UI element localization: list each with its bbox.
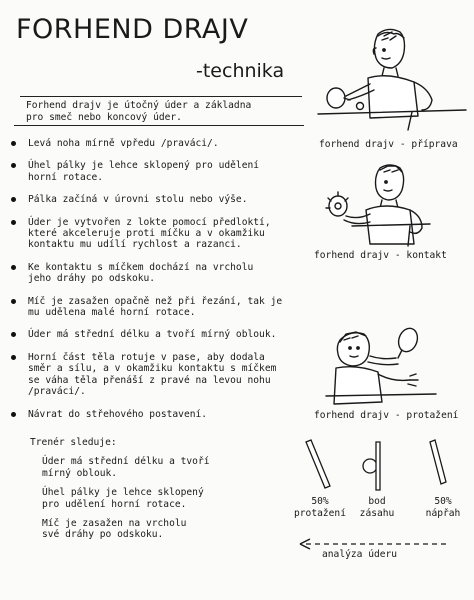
technique-item: Míč je zasažen opačně než při řezání, tak je mu udělena malé horní rotace. (8, 296, 316, 319)
page-subtitle: -technika (196, 60, 285, 82)
caption-follow-through: forhend drajv - protažení (314, 410, 459, 421)
label-backswing-pct: 50% nápřah (425, 496, 461, 519)
coach-item: Úhel pálky je lehce sklopený pro udělení horní rotace. (42, 487, 204, 510)
technique-item: Horní část těla rotuje v pase, aby dodala směr a sílu, a v okamžiku kontaktu s míčkem se váha těla přenáší z pravé na levou nohu /praváci/. (8, 352, 316, 398)
intro-line: Forhend drajv je útočný úder a základna (26, 100, 252, 111)
bullet-icon (11, 355, 16, 360)
label-contact-point: bod zásahu (359, 496, 395, 519)
technique-item: Ke kontaktu s míčkem dochází na vrcholu jeho dráhy po odskoku. (8, 262, 316, 285)
analysis-arrow-icon (300, 539, 450, 549)
intro-divider (14, 125, 304, 126)
coach-checklist (30, 437, 290, 549)
technique-item: Úder má střední délku a tvoří mírný oblouk. (8, 329, 316, 340)
player-follow-through-illustration (326, 326, 438, 406)
caption-preparation: forhend drajv - příprava (319, 139, 458, 150)
technique-item: Úder je vytvořen z lokte pomocí předloktí, které akceleruje proti míčku a v okamžiku kontaktu mu udílí rychlost a razanci. (8, 217, 316, 251)
intro-line: pro smeč nebo koncový úder. (26, 111, 182, 123)
coach-item: Míč je zasažen na vrcholu své dráhy po odskoku. (42, 518, 187, 541)
coach-item: Úder má střední délku a tvoří mírný oblouk. (42, 456, 210, 479)
player-preparation-illustration (318, 26, 468, 130)
bat-follow-through-icon (306, 440, 330, 488)
bat-backswing-icon (430, 440, 446, 484)
bullet-icon (11, 220, 16, 225)
player-contact-illustration (322, 160, 432, 246)
intro-text (20, 96, 302, 123)
bullet-icon (11, 141, 16, 146)
bullet-icon (11, 412, 16, 417)
technique-item: Levá noha mírně vpředu /praváci/. (8, 138, 316, 149)
label-stroke-analysis: analýza úderu (322, 549, 398, 560)
label-follow-through-pct: 50% protažení (294, 496, 346, 519)
bullet-icon (11, 332, 16, 337)
ball-contact-icon (363, 442, 380, 490)
coach-heading: Trenér sleduje: (30, 437, 117, 448)
bullet-icon (11, 265, 16, 270)
technique-list (8, 138, 316, 431)
bullet-icon (11, 197, 16, 202)
technique-item: Pálka začíná v úrovni stolu nebo výše. (8, 194, 316, 205)
technique-item: Návrat do střehového postavení. (8, 409, 316, 420)
bullet-icon (11, 163, 16, 168)
technique-item: Úhel pálky je lehce sklopený pro udělení horní rotace. (8, 160, 316, 183)
page-title: FORHEND DRAJV (16, 14, 249, 45)
caption-contact: forhend drajv - kontakt (314, 250, 447, 261)
bullet-icon (11, 299, 16, 304)
